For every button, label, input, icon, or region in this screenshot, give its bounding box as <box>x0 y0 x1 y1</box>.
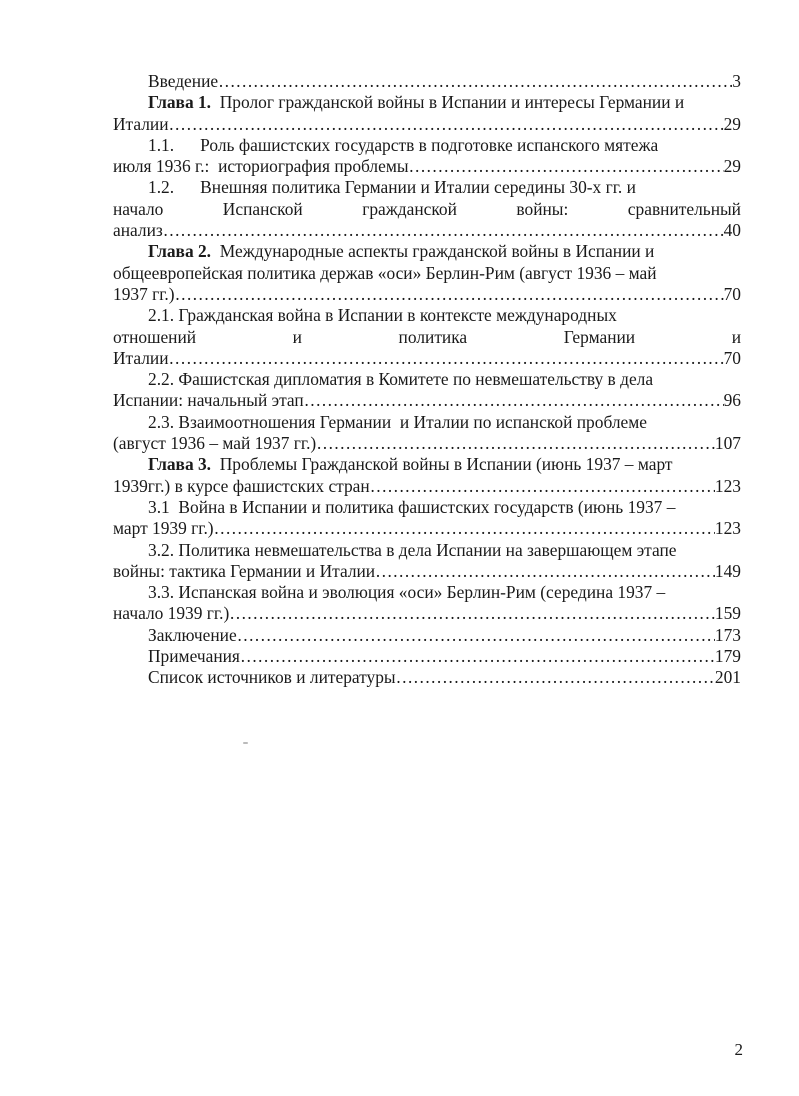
toc-chapter-1-end <box>113 114 741 135</box>
dot-leader <box>240 646 715 667</box>
dot-leader <box>237 625 715 646</box>
toc-page: 29 <box>723 156 741 177</box>
chapter-title: Пролог гражданской войны в Испании и интересы Германии и <box>219 92 685 113</box>
toc-page: 179 <box>714 646 741 667</box>
dot-leader <box>304 390 724 411</box>
section-title-cont: июля 1936 г.: историография проблемы <box>113 156 409 177</box>
section-title-cont: (август 1936 – май 1937 гг.) <box>113 433 317 454</box>
toc-page: 70 <box>723 283 741 304</box>
scan-speck <box>243 742 248 744</box>
toc-text: Примечания <box>148 646 240 667</box>
toc-page: 3 <box>732 71 741 91</box>
toc-text: Список источников и литературы <box>148 667 396 688</box>
page-number: 2 <box>734 1040 743 1059</box>
toc-section-2-1 <box>113 305 741 326</box>
section-title-cont: отношений и политика Германии и <box>113 326 741 347</box>
chapter-label: Глава 3. <box>148 454 212 475</box>
toc-chapter-3 <box>113 454 741 475</box>
toc-chapter-2-line2 <box>113 263 741 284</box>
toc-chapter-1 <box>113 92 741 113</box>
toc-section-2-3 <box>113 412 741 433</box>
dot-leader <box>316 433 715 454</box>
dot-leader <box>409 156 724 177</box>
section-title-cont: начало 1939 гг.) <box>113 603 230 624</box>
dot-leader <box>218 71 732 92</box>
chapter-title-cont: 1939гг.) в курсе фашистских стран <box>113 475 370 496</box>
toc-section-1-2-line2 <box>113 199 741 220</box>
toc-section-2-2 <box>113 369 741 390</box>
dot-leader <box>375 561 715 582</box>
chapter-title: Международные аспекты гражданской войны в Испании и <box>219 241 655 262</box>
toc-section-2-1-end <box>113 348 741 369</box>
toc-page: 96 <box>723 390 741 411</box>
section-title-cont: начало Испанской гражданской войны: сравнительный <box>113 198 741 219</box>
section-title: 2.1. Гражданская война в Испании в контексте международных <box>148 305 617 326</box>
toc-section-1-1-end <box>113 156 741 177</box>
dot-leader <box>163 220 724 241</box>
section-title: 3.2. Политика невмешательства в дела Испании на завершающем этапе <box>148 539 677 560</box>
toc-page: 201 <box>714 667 741 688</box>
toc-page: 159 <box>714 603 741 624</box>
section-title: 2.3. Взаимоотношения Германии и Италии по испанской проблеме <box>148 411 647 432</box>
chapter-title-cont: 1937 гг.) <box>113 283 175 304</box>
chapter-title: Проблемы Гражданской войны в Испании (июнь 1937 – март <box>219 454 673 475</box>
toc-page: 29 <box>723 113 741 134</box>
section-title-cont: войны: тактика Германии и Италии <box>113 560 376 581</box>
section-title-cont: Италии <box>113 347 169 368</box>
toc-entry-notes <box>113 646 741 667</box>
toc-text: Заключение <box>148 624 237 645</box>
toc-section-3-3-end <box>113 603 741 624</box>
toc-section-2-3-end <box>113 433 741 454</box>
toc-section-2-2-end <box>113 390 741 411</box>
dot-leader <box>214 518 715 539</box>
toc-page: 40 <box>723 220 741 241</box>
chapter-label: Глава 1. <box>148 92 212 113</box>
toc-page: 123 <box>714 475 741 496</box>
section-title-cont: март 1939 гг.) <box>113 518 214 539</box>
toc-chapter-2 <box>113 241 741 262</box>
toc-page: 173 <box>714 624 741 645</box>
toc-section-3-2-end <box>113 561 741 582</box>
toc-section-1-2-end <box>113 220 741 241</box>
table-of-contents <box>113 71 741 689</box>
toc-section-3-2 <box>113 540 741 561</box>
toc-section-2-1-line2 <box>113 327 741 348</box>
toc-section-3-1 <box>113 497 741 518</box>
toc-entry-conclusion <box>113 625 741 646</box>
dot-leader <box>169 348 724 369</box>
toc-page: 149 <box>714 560 741 581</box>
toc-section-1-1 <box>113 135 741 156</box>
toc-text: Введение <box>148 71 219 91</box>
dot-leader <box>370 476 715 497</box>
toc-entry-intro <box>113 71 741 92</box>
toc-chapter-3-end <box>113 476 741 497</box>
section-title: 2.2. Фашистская дипломатия в Комитете по невмешательству в дела <box>148 369 654 390</box>
toc-page: 123 <box>714 518 741 539</box>
section-title: 1.1. Роль фашистских государств в подготовке испанского мятежа <box>148 134 659 155</box>
dot-leader <box>229 603 715 624</box>
toc-page: 70 <box>723 347 741 368</box>
dot-leader <box>169 114 724 135</box>
section-title-cont: Испании: начальный этап <box>113 390 304 411</box>
toc-entry-sources <box>113 667 741 688</box>
section-title: 3.3. Испанская война и эволюция «оси» Берлин-Рим (середина 1937 – <box>148 582 666 603</box>
toc-section-1-2 <box>113 177 741 198</box>
toc-page: 107 <box>714 433 741 454</box>
section-title-cont: анализ <box>113 220 163 241</box>
chapter-label: Глава 2. <box>148 241 212 262</box>
toc-section-3-1-end <box>113 518 741 539</box>
toc-chapter-2-end <box>113 284 741 305</box>
dot-leader <box>175 284 724 305</box>
chapter-title-cont: общеевропейская политика держав «оси» Берлин-Рим (август 1936 – май <box>113 262 657 283</box>
toc-section-3-3 <box>113 582 741 603</box>
chapter-title-cont: Италии <box>113 113 169 134</box>
section-title: 1.2. Внешняя политика Германии и Италии середины 30-х гг. и <box>148 177 636 198</box>
dot-leader <box>396 667 715 688</box>
section-title: 3.1 Война в Испании и политика фашистских государств (июнь 1937 – <box>148 496 676 517</box>
